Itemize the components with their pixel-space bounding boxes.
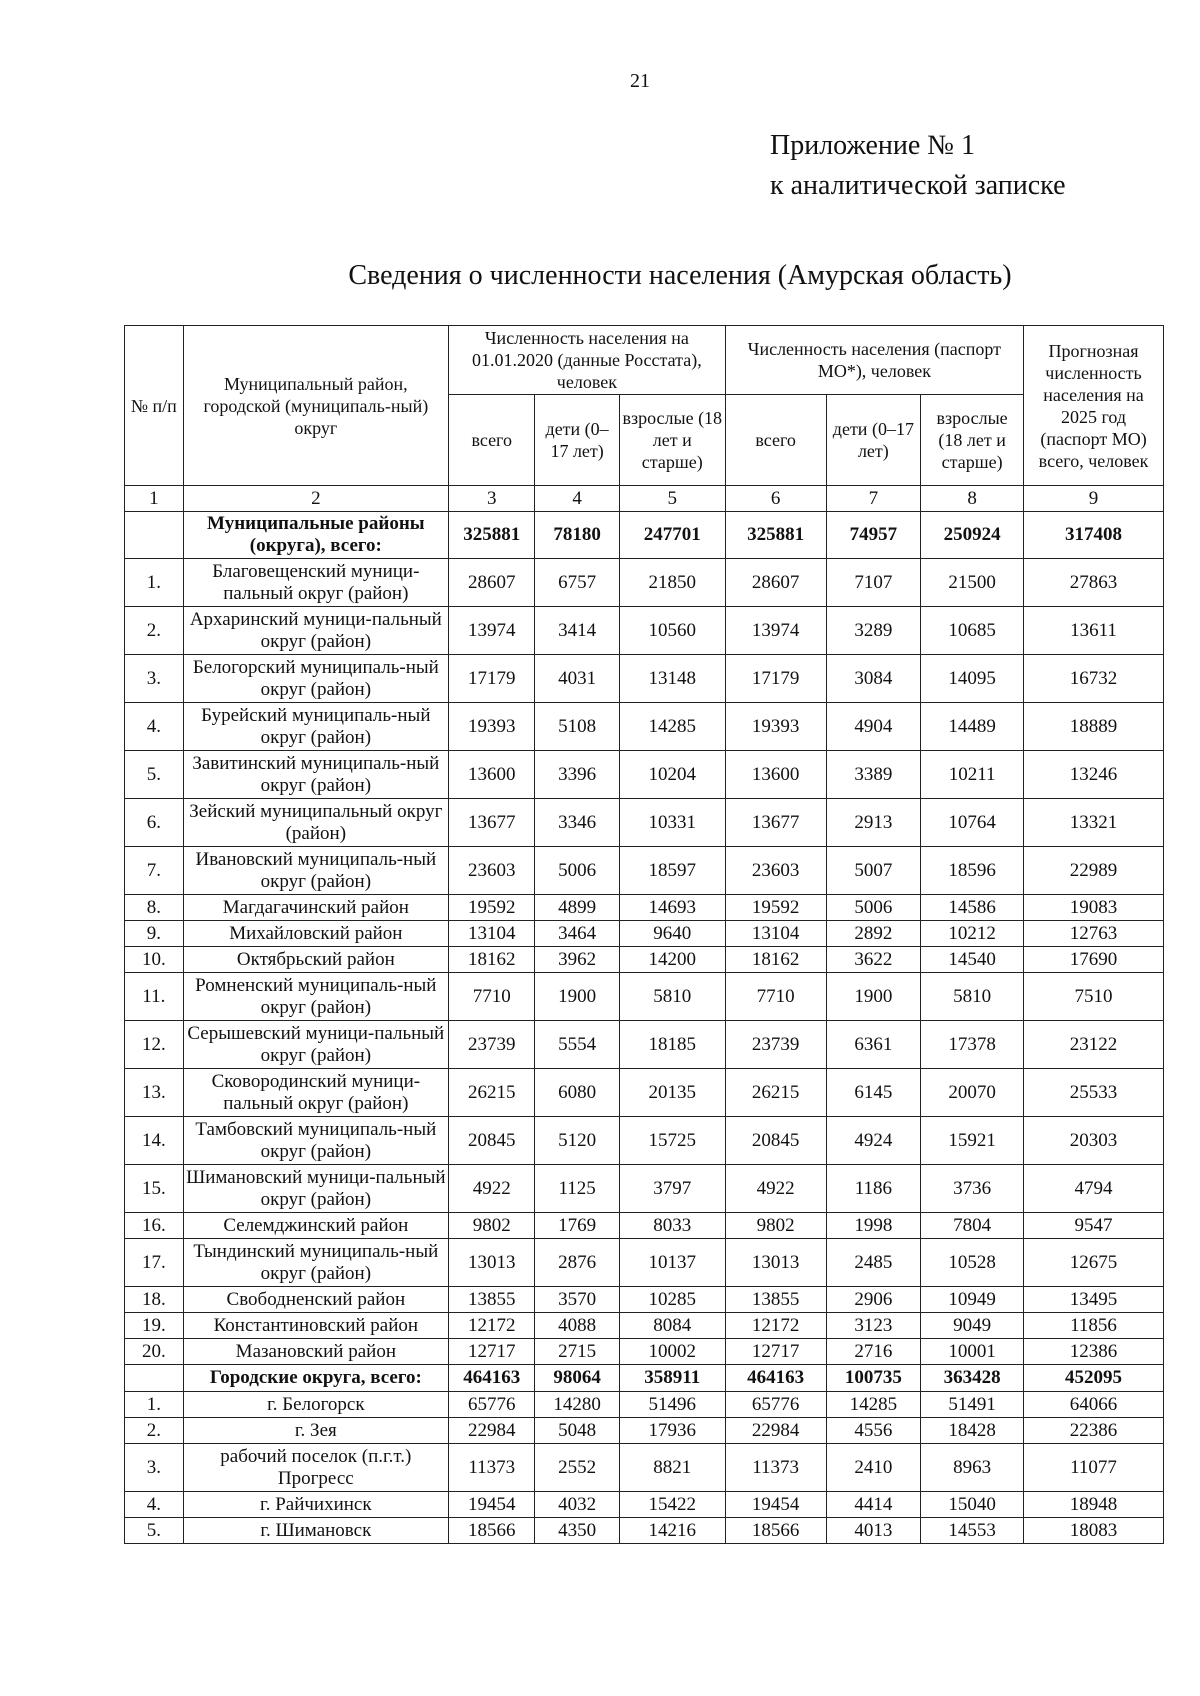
value-cell: 9802 bbox=[449, 1213, 535, 1239]
value-cell: 7510 bbox=[1024, 973, 1164, 1021]
total-row bbox=[125, 512, 1164, 559]
table-row bbox=[125, 895, 1164, 921]
value-cell: 7107 bbox=[826, 559, 921, 607]
value-cell: 2716 bbox=[826, 1339, 921, 1365]
value-cell: 27863 bbox=[1024, 559, 1164, 607]
row-name: г. Райчихинск bbox=[183, 1492, 448, 1518]
table-row bbox=[125, 559, 1164, 607]
value-cell: 10285 bbox=[619, 1287, 725, 1313]
value-cell: 22989 bbox=[1024, 847, 1164, 895]
value-cell: 18566 bbox=[449, 1518, 535, 1544]
value-cell: 4922 bbox=[449, 1165, 535, 1213]
header-rosstat-adults: взрослые (18 лет и старше) bbox=[619, 395, 725, 486]
value-cell: 10137 bbox=[619, 1239, 725, 1287]
table-row bbox=[125, 1492, 1164, 1518]
value-cell: 5810 bbox=[619, 973, 725, 1021]
row-number: 19. bbox=[125, 1313, 184, 1339]
value-cell: 4899 bbox=[535, 895, 619, 921]
row-name: Магдагачинский район bbox=[183, 895, 448, 921]
table-row bbox=[125, 947, 1164, 973]
value-cell: 1998 bbox=[826, 1213, 921, 1239]
column-number: 3 bbox=[449, 486, 535, 512]
column-number: 7 bbox=[826, 486, 921, 512]
value-cell: 10949 bbox=[921, 1287, 1024, 1313]
table-row bbox=[125, 1021, 1164, 1069]
value-cell: 22984 bbox=[725, 1418, 826, 1444]
header-name: Муниципальный район, городской (муниципаль-ный) округ bbox=[183, 326, 448, 486]
value-cell: 13855 bbox=[725, 1287, 826, 1313]
row-name: Бурейский муниципаль-ный округ (район) bbox=[183, 703, 448, 751]
value-cell: 78180 bbox=[535, 512, 619, 559]
column-number: 4 bbox=[535, 486, 619, 512]
table-row bbox=[125, 751, 1164, 799]
row-number: 5. bbox=[125, 1518, 184, 1544]
value-cell: 65776 bbox=[725, 1392, 826, 1418]
value-cell: 15040 bbox=[921, 1492, 1024, 1518]
value-cell: 14693 bbox=[619, 895, 725, 921]
value-cell: 3396 bbox=[535, 751, 619, 799]
value-cell: 18948 bbox=[1024, 1492, 1164, 1518]
population-table bbox=[124, 325, 1164, 1544]
value-cell: 19592 bbox=[449, 895, 535, 921]
value-cell: 13104 bbox=[449, 921, 535, 947]
value-cell: 3797 bbox=[619, 1165, 725, 1213]
value-cell: 3123 bbox=[826, 1313, 921, 1339]
value-cell: 13677 bbox=[449, 799, 535, 847]
value-cell: 3464 bbox=[535, 921, 619, 947]
row-name: Шимановский муници-пальный округ (район) bbox=[183, 1165, 448, 1213]
value-cell: 19393 bbox=[725, 703, 826, 751]
value-cell: 2410 bbox=[826, 1444, 921, 1492]
value-cell: 20845 bbox=[449, 1117, 535, 1165]
row-name: Белогорский муниципаль-ный округ (район) bbox=[183, 655, 448, 703]
row-name: Тындинский муниципаль-ный округ (район) bbox=[183, 1239, 448, 1287]
table-row bbox=[125, 1339, 1164, 1365]
row-name: Завитинский муниципаль-ный округ (район) bbox=[183, 751, 448, 799]
value-cell: 13148 bbox=[619, 655, 725, 703]
row-name: Благовещенский муници-пальный округ (район) bbox=[183, 559, 448, 607]
row-name: рабочий поселок (п.г.т.) Прогресс bbox=[183, 1444, 448, 1492]
value-cell: 363428 bbox=[921, 1365, 1024, 1392]
value-cell: 10528 bbox=[921, 1239, 1024, 1287]
row-number: 7. bbox=[125, 847, 184, 895]
value-cell: 2906 bbox=[826, 1287, 921, 1313]
value-cell: 20303 bbox=[1024, 1117, 1164, 1165]
table-row bbox=[125, 1117, 1164, 1165]
value-cell: 14285 bbox=[826, 1392, 921, 1418]
table-row bbox=[125, 1213, 1164, 1239]
value-cell: 17378 bbox=[921, 1021, 1024, 1069]
value-cell: 4088 bbox=[535, 1313, 619, 1339]
row-number bbox=[125, 1365, 184, 1392]
table-row bbox=[125, 703, 1164, 751]
value-cell: 25533 bbox=[1024, 1069, 1164, 1117]
value-cell: 5006 bbox=[535, 847, 619, 895]
column-number: 1 bbox=[125, 486, 184, 512]
value-cell: 17936 bbox=[619, 1418, 725, 1444]
header-forecast: Прогнозная численность населения на 2025 год (паспорт МО) всего, человек bbox=[1024, 326, 1164, 486]
value-cell: 5007 bbox=[826, 847, 921, 895]
value-cell: 4414 bbox=[826, 1492, 921, 1518]
value-cell: 17690 bbox=[1024, 947, 1164, 973]
value-cell: 13246 bbox=[1024, 751, 1164, 799]
value-cell: 13677 bbox=[725, 799, 826, 847]
table-row bbox=[125, 1069, 1164, 1117]
table-row bbox=[125, 1239, 1164, 1287]
appendix-line-2: к аналитической записке bbox=[770, 170, 1066, 201]
value-cell: 13013 bbox=[725, 1239, 826, 1287]
value-cell: 13495 bbox=[1024, 1287, 1164, 1313]
value-cell: 5810 bbox=[921, 973, 1024, 1021]
header-num: № п/п bbox=[125, 326, 184, 486]
value-cell: 11077 bbox=[1024, 1444, 1164, 1492]
value-cell: 5006 bbox=[826, 895, 921, 921]
row-name: Свободненский район bbox=[183, 1287, 448, 1313]
value-cell: 12386 bbox=[1024, 1339, 1164, 1365]
value-cell: 19454 bbox=[449, 1492, 535, 1518]
value-cell: 1125 bbox=[535, 1165, 619, 1213]
value-cell: 14553 bbox=[921, 1518, 1024, 1544]
row-number: 15. bbox=[125, 1165, 184, 1213]
row-number: 11. bbox=[125, 973, 184, 1021]
value-cell: 20135 bbox=[619, 1069, 725, 1117]
value-cell: 247701 bbox=[619, 512, 725, 559]
value-cell: 18596 bbox=[921, 847, 1024, 895]
value-cell: 15921 bbox=[921, 1117, 1024, 1165]
value-cell: 452095 bbox=[1024, 1365, 1164, 1392]
column-number: 5 bbox=[619, 486, 725, 512]
value-cell: 6757 bbox=[535, 559, 619, 607]
value-cell: 17179 bbox=[725, 655, 826, 703]
value-cell: 6080 bbox=[535, 1069, 619, 1117]
row-name: Муниципальные районы (округа), всего: bbox=[183, 512, 448, 559]
value-cell: 5120 bbox=[535, 1117, 619, 1165]
table-body bbox=[125, 486, 1164, 1544]
appendix-caption bbox=[770, 126, 1100, 206]
value-cell: 5108 bbox=[535, 703, 619, 751]
value-cell: 7804 bbox=[921, 1213, 1024, 1239]
value-cell: 19393 bbox=[449, 703, 535, 751]
value-cell: 8821 bbox=[619, 1444, 725, 1492]
column-number: 2 bbox=[183, 486, 448, 512]
row-number: 18. bbox=[125, 1287, 184, 1313]
value-cell: 358911 bbox=[619, 1365, 725, 1392]
value-cell: 51496 bbox=[619, 1392, 725, 1418]
value-cell: 4031 bbox=[535, 655, 619, 703]
table-row bbox=[125, 1313, 1164, 1339]
value-cell: 14095 bbox=[921, 655, 1024, 703]
table-row bbox=[125, 1518, 1164, 1544]
row-number: 5. bbox=[125, 751, 184, 799]
row-name: Селемджинский район bbox=[183, 1213, 448, 1239]
value-cell: 10212 bbox=[921, 921, 1024, 947]
row-number: 14. bbox=[125, 1117, 184, 1165]
value-cell: 18566 bbox=[725, 1518, 826, 1544]
value-cell: 13013 bbox=[449, 1239, 535, 1287]
value-cell: 3389 bbox=[826, 751, 921, 799]
row-number: 3. bbox=[125, 1444, 184, 1492]
value-cell: 12172 bbox=[449, 1313, 535, 1339]
row-name: Зейский муниципальный округ (район) bbox=[183, 799, 448, 847]
row-number: 6. bbox=[125, 799, 184, 847]
value-cell: 65776 bbox=[449, 1392, 535, 1418]
value-cell: 4922 bbox=[725, 1165, 826, 1213]
value-cell: 12717 bbox=[725, 1339, 826, 1365]
column-numbers-row bbox=[125, 486, 1164, 512]
value-cell: 20845 bbox=[725, 1117, 826, 1165]
value-cell: 2913 bbox=[826, 799, 921, 847]
value-cell: 6145 bbox=[826, 1069, 921, 1117]
value-cell: 18083 bbox=[1024, 1518, 1164, 1544]
value-cell: 20070 bbox=[921, 1069, 1024, 1117]
value-cell: 1186 bbox=[826, 1165, 921, 1213]
row-number: 12. bbox=[125, 1021, 184, 1069]
value-cell: 2715 bbox=[535, 1339, 619, 1365]
value-cell: 10764 bbox=[921, 799, 1024, 847]
value-cell: 10560 bbox=[619, 607, 725, 655]
value-cell: 1769 bbox=[535, 1213, 619, 1239]
value-cell: 12675 bbox=[1024, 1239, 1164, 1287]
table-row bbox=[125, 1165, 1164, 1213]
row-number: 8. bbox=[125, 895, 184, 921]
value-cell: 10331 bbox=[619, 799, 725, 847]
value-cell: 10211 bbox=[921, 751, 1024, 799]
value-cell: 9547 bbox=[1024, 1213, 1164, 1239]
value-cell: 2485 bbox=[826, 1239, 921, 1287]
table-row bbox=[125, 1418, 1164, 1444]
value-cell: 14540 bbox=[921, 947, 1024, 973]
table-row bbox=[125, 799, 1164, 847]
value-cell: 23122 bbox=[1024, 1021, 1164, 1069]
value-cell: 18162 bbox=[449, 947, 535, 973]
table-row bbox=[125, 607, 1164, 655]
value-cell: 98064 bbox=[535, 1365, 619, 1392]
value-cell: 14216 bbox=[619, 1518, 725, 1544]
header-rosstat-children: дети (0–17 лет) bbox=[535, 395, 619, 486]
row-number: 2. bbox=[125, 607, 184, 655]
table-row bbox=[125, 1287, 1164, 1313]
value-cell: 18185 bbox=[619, 1021, 725, 1069]
column-number: 8 bbox=[921, 486, 1024, 512]
header-passport-total: всего bbox=[725, 395, 826, 486]
table-row bbox=[125, 973, 1164, 1021]
header-passport-children: дети (0–17 лет) bbox=[826, 395, 921, 486]
value-cell: 3346 bbox=[535, 799, 619, 847]
value-cell: 14586 bbox=[921, 895, 1024, 921]
value-cell: 13855 bbox=[449, 1287, 535, 1313]
row-number: 1. bbox=[125, 559, 184, 607]
value-cell: 3289 bbox=[826, 607, 921, 655]
value-cell: 1900 bbox=[826, 973, 921, 1021]
value-cell: 4904 bbox=[826, 703, 921, 751]
value-cell: 2876 bbox=[535, 1239, 619, 1287]
value-cell: 2892 bbox=[826, 921, 921, 947]
row-name: Ромненский муниципаль-ный округ (район) bbox=[183, 973, 448, 1021]
value-cell: 28607 bbox=[725, 559, 826, 607]
value-cell: 19592 bbox=[725, 895, 826, 921]
value-cell: 12172 bbox=[725, 1313, 826, 1339]
value-cell: 7710 bbox=[725, 973, 826, 1021]
page-number: 21 bbox=[630, 70, 650, 92]
value-cell: 11373 bbox=[725, 1444, 826, 1492]
value-cell: 8084 bbox=[619, 1313, 725, 1339]
row-number: 10. bbox=[125, 947, 184, 973]
value-cell: 4924 bbox=[826, 1117, 921, 1165]
value-cell: 4794 bbox=[1024, 1165, 1164, 1213]
value-cell: 13600 bbox=[449, 751, 535, 799]
row-name: Серышевский муници-пальный округ (район) bbox=[183, 1021, 448, 1069]
value-cell: 14200 bbox=[619, 947, 725, 973]
value-cell: 9049 bbox=[921, 1313, 1024, 1339]
value-cell: 22984 bbox=[449, 1418, 535, 1444]
value-cell: 21850 bbox=[619, 559, 725, 607]
row-number: 16. bbox=[125, 1213, 184, 1239]
value-cell: 464163 bbox=[449, 1365, 535, 1392]
value-cell: 23739 bbox=[725, 1021, 826, 1069]
table-row bbox=[125, 1444, 1164, 1492]
value-cell: 100735 bbox=[826, 1365, 921, 1392]
value-cell: 8033 bbox=[619, 1213, 725, 1239]
row-number: 20. bbox=[125, 1339, 184, 1365]
value-cell: 1900 bbox=[535, 973, 619, 1021]
header-passport-group: Численность населения (паспорт МО*), человек bbox=[725, 326, 1023, 395]
header-passport-adults: взрослые (18 лет и старше) bbox=[921, 395, 1024, 486]
row-name: г. Зея bbox=[183, 1418, 448, 1444]
value-cell: 3962 bbox=[535, 947, 619, 973]
value-cell: 3736 bbox=[921, 1165, 1024, 1213]
row-name: Мазановский район bbox=[183, 1339, 448, 1365]
value-cell: 9802 bbox=[725, 1213, 826, 1239]
appendix-line-1: Приложение № 1 bbox=[770, 130, 975, 161]
value-cell: 4032 bbox=[535, 1492, 619, 1518]
value-cell: 14489 bbox=[921, 703, 1024, 751]
header-rosstat-total: всего bbox=[449, 395, 535, 486]
row-name: Архаринский муници-пальный округ (район) bbox=[183, 607, 448, 655]
value-cell: 18428 bbox=[921, 1418, 1024, 1444]
value-cell: 6361 bbox=[826, 1021, 921, 1069]
value-cell: 3414 bbox=[535, 607, 619, 655]
value-cell: 22386 bbox=[1024, 1418, 1164, 1444]
value-cell: 13974 bbox=[725, 607, 826, 655]
value-cell: 64066 bbox=[1024, 1392, 1164, 1418]
table-row bbox=[125, 655, 1164, 703]
row-number: 1. bbox=[125, 1392, 184, 1418]
value-cell: 9640 bbox=[619, 921, 725, 947]
value-cell: 16732 bbox=[1024, 655, 1164, 703]
value-cell: 7710 bbox=[449, 973, 535, 1021]
value-cell: 13321 bbox=[1024, 799, 1164, 847]
value-cell: 21500 bbox=[921, 559, 1024, 607]
value-cell: 19454 bbox=[725, 1492, 826, 1518]
value-cell: 51491 bbox=[921, 1392, 1024, 1418]
document-title: Сведения о численности населения (Амурская область) bbox=[348, 260, 1012, 291]
row-name: Константиновский район bbox=[183, 1313, 448, 1339]
value-cell: 4013 bbox=[826, 1518, 921, 1544]
row-name: г. Белогорск bbox=[183, 1392, 448, 1418]
value-cell: 4350 bbox=[535, 1518, 619, 1544]
value-cell: 19083 bbox=[1024, 895, 1164, 921]
value-cell: 8963 bbox=[921, 1444, 1024, 1492]
row-number: 17. bbox=[125, 1239, 184, 1287]
value-cell: 325881 bbox=[725, 512, 826, 559]
table-row bbox=[125, 847, 1164, 895]
value-cell: 325881 bbox=[449, 512, 535, 559]
header-rosstat-group: Численность населения на 01.01.2020 (данные Росстата), человек bbox=[449, 326, 726, 395]
value-cell: 10204 bbox=[619, 751, 725, 799]
value-cell: 26215 bbox=[449, 1069, 535, 1117]
value-cell: 464163 bbox=[725, 1365, 826, 1392]
value-cell: 3570 bbox=[535, 1287, 619, 1313]
value-cell: 14280 bbox=[535, 1392, 619, 1418]
value-cell: 11856 bbox=[1024, 1313, 1164, 1339]
value-cell: 5554 bbox=[535, 1021, 619, 1069]
value-cell: 28607 bbox=[449, 559, 535, 607]
row-number: 2. bbox=[125, 1418, 184, 1444]
row-number: 4. bbox=[125, 703, 184, 751]
table-row bbox=[125, 921, 1164, 947]
value-cell: 12717 bbox=[449, 1339, 535, 1365]
value-cell: 12763 bbox=[1024, 921, 1164, 947]
value-cell: 3622 bbox=[826, 947, 921, 973]
value-cell: 5048 bbox=[535, 1418, 619, 1444]
value-cell: 11373 bbox=[449, 1444, 535, 1492]
row-name: Михайловский район bbox=[183, 921, 448, 947]
value-cell: 14285 bbox=[619, 703, 725, 751]
value-cell: 13974 bbox=[449, 607, 535, 655]
row-number: 13. bbox=[125, 1069, 184, 1117]
row-name: Сковородинский муници-пальный округ (район) bbox=[183, 1069, 448, 1117]
value-cell: 4556 bbox=[826, 1418, 921, 1444]
row-name: Городские округа, всего: bbox=[183, 1365, 448, 1392]
row-name: г. Шимановск bbox=[183, 1518, 448, 1544]
value-cell: 18597 bbox=[619, 847, 725, 895]
value-cell: 23603 bbox=[449, 847, 535, 895]
value-cell: 18162 bbox=[725, 947, 826, 973]
value-cell: 10001 bbox=[921, 1339, 1024, 1365]
value-cell: 13104 bbox=[725, 921, 826, 947]
value-cell: 10002 bbox=[619, 1339, 725, 1365]
row-number: 4. bbox=[125, 1492, 184, 1518]
value-cell: 23739 bbox=[449, 1021, 535, 1069]
row-name: Тамбовский муниципаль-ный округ (район) bbox=[183, 1117, 448, 1165]
value-cell: 10685 bbox=[921, 607, 1024, 655]
total-row bbox=[125, 1365, 1164, 1392]
column-number: 9 bbox=[1024, 486, 1164, 512]
row-number: 9. bbox=[125, 921, 184, 947]
value-cell: 74957 bbox=[826, 512, 921, 559]
value-cell: 15422 bbox=[619, 1492, 725, 1518]
value-cell: 250924 bbox=[921, 512, 1024, 559]
value-cell: 15725 bbox=[619, 1117, 725, 1165]
table-row bbox=[125, 1392, 1164, 1418]
value-cell: 317408 bbox=[1024, 512, 1164, 559]
value-cell: 17179 bbox=[449, 655, 535, 703]
row-number: 3. bbox=[125, 655, 184, 703]
value-cell: 23603 bbox=[725, 847, 826, 895]
value-cell: 18889 bbox=[1024, 703, 1164, 751]
value-cell: 13611 bbox=[1024, 607, 1164, 655]
value-cell: 13600 bbox=[725, 751, 826, 799]
row-name: Октябрьский район bbox=[183, 947, 448, 973]
column-number: 6 bbox=[725, 486, 826, 512]
value-cell: 2552 bbox=[535, 1444, 619, 1492]
value-cell: 3084 bbox=[826, 655, 921, 703]
value-cell: 26215 bbox=[725, 1069, 826, 1117]
row-number bbox=[125, 512, 184, 559]
row-name: Ивановский муниципаль-ный округ (район) bbox=[183, 847, 448, 895]
